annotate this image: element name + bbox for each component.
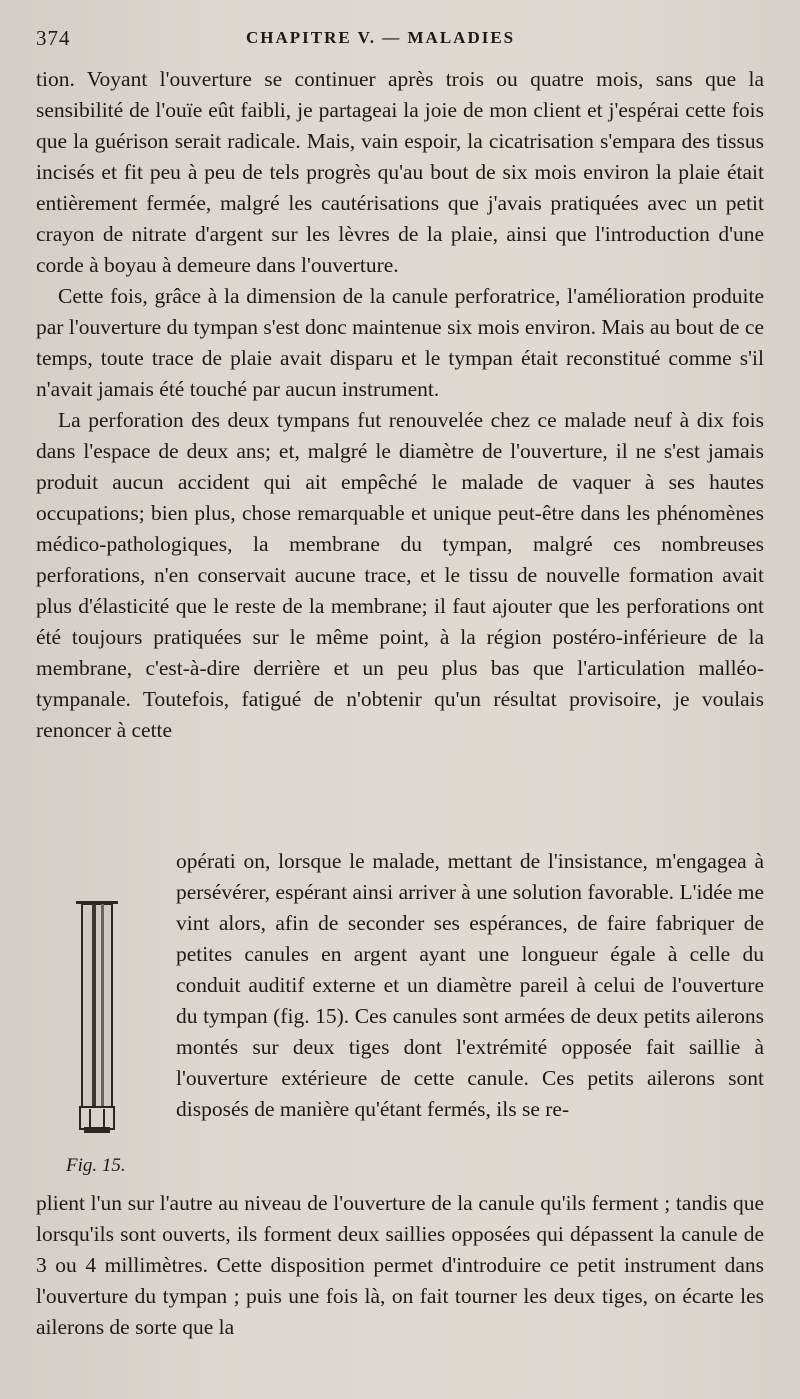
main-text-block xyxy=(36,64,764,746)
page-header xyxy=(36,26,760,54)
paragraph-continuation: tion. Voyant l'ouverture se continuer après trois ou quatre mois, sans que la sensibilité de l'ouïe eût faibli, je partageai la joie de mon client et j'espérai cette fois que la guérison serait radicale. Mais, vain espoir, la cicatrisation s'empara des tissus incisés et fit peu à peu de tels progrès qu'au bout de six mois environ la plaie était entièrement fermée, malgré les cautérisations que j'avais pratiquées avec un petit crayon de nitrate d'argent sur les lèvres de la plaie, ainsi que l'introduction d'une corde à boyau à demeure dans l'ouverture. xyxy=(36,67,764,277)
paragraph: Cette fois, grâce à la dimension de la canule perforatrice, l'amélioration produite par l'ouverture du tympan s'est donc maintenue six mois environ. Mais au bout de ce temps, toute trace de plaie avait disparu et le tympan était reconstitué comme s'il n'avait jamais été touché par aucun instrument. xyxy=(36,284,764,401)
figure-caption: Fig. 15. xyxy=(66,1155,126,1176)
running-title: CHAPITRE V. — MALADIES xyxy=(246,28,516,47)
cannula-illustration xyxy=(70,895,150,1185)
paragraph-continuation: opérati on, lorsque le malade, mettant de l'insistance, m'engagea à persévérer, espérant ainsi arriver à une solution favorable. L'idée me vint alors, afin de seconder ses espérances, de faire fabriquer de petites canules en argent ayant une longueur égale à celle du conduit auditif externe et un diamètre pareil à celui de l'ouverture du tympan (fig. 15). Ces canules sont armées de deux petits ailerons montés sur deux tiges dont l'extrémité opposée fait saillie à l'ouverture extérieure de cette canule. Ces petits ailerons sont disposés de manière qu'étant fermés, ils se re- xyxy=(176,849,764,1121)
text-beside-figure xyxy=(176,846,764,1125)
text-after-figure xyxy=(36,1188,764,1343)
page-number: 374 xyxy=(36,26,71,50)
cannula-drawing xyxy=(70,895,150,1155)
paragraph: La perforation des deux tympans fut renouvelée chez ce malade neuf à dix fois dans l'espace de deux ans; et, malgré le diamètre de l'ouverture, il ne s'est jamais produit aucun accident qui ait empêché le malade de vaquer à ses hautes occupations; bien plus, chose remarquable et unique peut-être dans les phénomènes médico-pathologiques, la membrane du tympan, malgré ces nombreuses perforations, n'en conservait aucune trace, et le tissu de nouvelle formation avait plus d'élasticité que le reste de la membrane; il faut ajouter que les perforations ont été toujours pratiquées sur le même point, à la région postéro-inférieure de la membrane, c'est-à-dire derrière et un peu plus bas que l'articulation malléo-tympanale. Toutefois, fatigué de n'obtenir qu'un résultat provisoire, je voulais renoncer à cette xyxy=(36,408,764,742)
paragraph-continuation: plient l'un sur l'autre au niveau de l'ouverture de la canule qu'ils ferment ; tandis que lorsqu'ils sont ouverts, ils forment deux saillies opposées qui dépassent la canule de 3 ou 4 millimètres. Cette disposition permet d'introduire ce petit instrument dans l'ouverture du tympan ; puis une fois là, on fait tourner les deux tiges, on écarte les ailerons de sorte que la xyxy=(36,1191,764,1339)
